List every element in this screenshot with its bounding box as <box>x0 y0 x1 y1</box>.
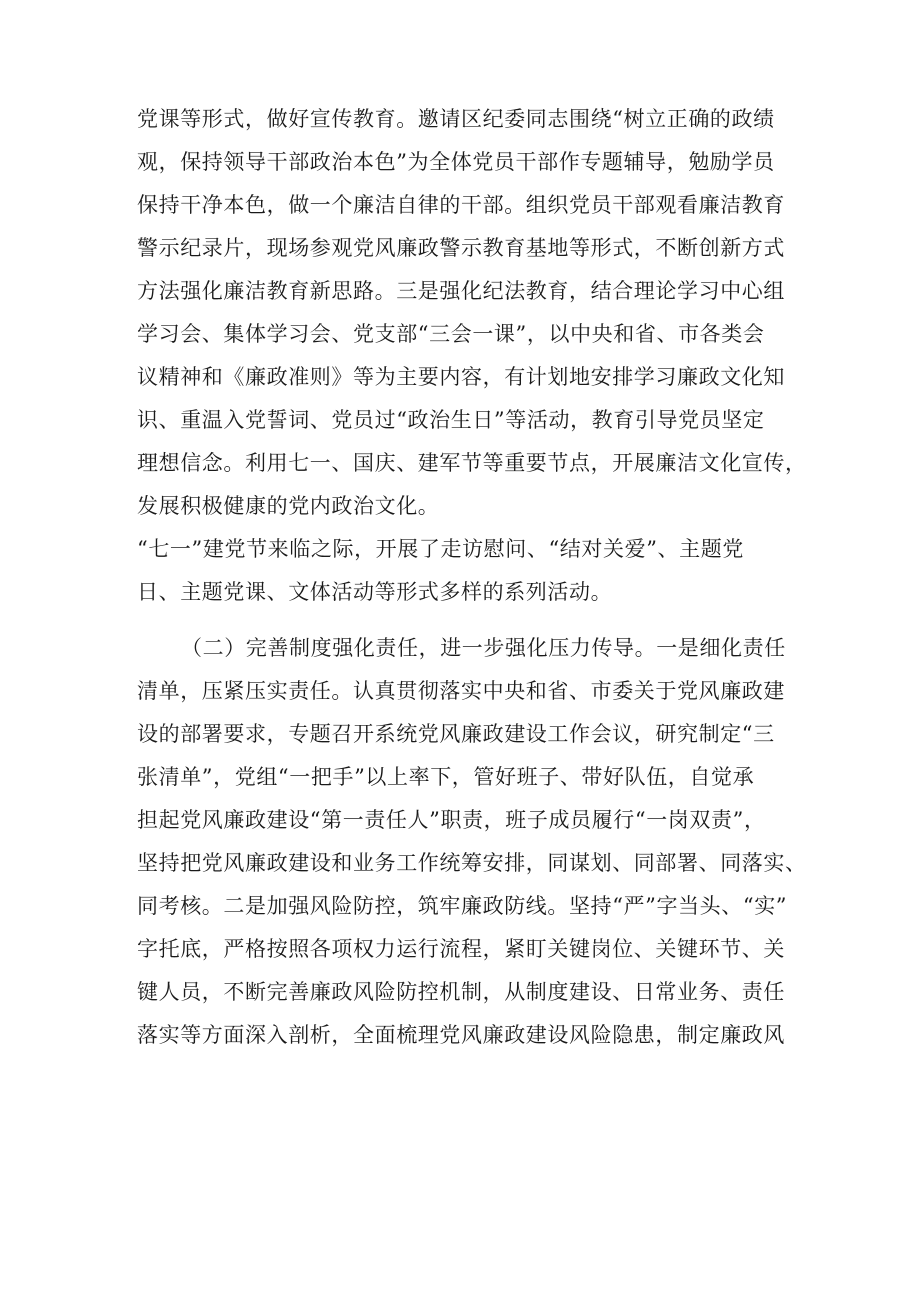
text-line: 落实等方面深入剖析，全面梳理党风廉政建设风险隐患，制定廉政风 <box>137 1023 785 1047</box>
text-line: （二）完善制度强化责任，进一步强化压力传导。一是细化责任 <box>181 636 786 660</box>
text-line: 识、重温入党誓词、党员过“政治生日”等活动，教育引导党员坚定 <box>137 408 765 432</box>
text-line: 字托底，严格按照各项权力运行流程，紧盯关键岗位、关键环节、关 <box>137 937 785 961</box>
text-line: 理想信念。利用七一、国庆、建军节等重要节点，开展廉洁文化宣传， <box>137 451 807 475</box>
text-line: 张清单”，党组“一把手”以上率下，管好班子、带好队伍，自觉承 <box>137 765 755 789</box>
text-line: 担起党风廉政建设“第一责任人”职责，班子成员履行“一岗双责”， <box>137 808 766 832</box>
text-line: 清单，压紧压实责任。认真贯彻落实中央和省、市委关于党风廉政建 <box>137 679 785 703</box>
text-line: “七一”建党节来临之际，开展了走访慰问、“结对关爱”、主题党 <box>137 537 744 561</box>
text-line: 学习会、集体学习会、党支部“三会一课”，以中央和省、市各类会 <box>137 322 765 346</box>
text-line: 党课等形式，做好宣传教育。邀请区纪委同志围绕“树立正确的政绩 <box>137 107 775 131</box>
text-line: 同考核。二是加强风险防控，筑牢廉政防线。坚持“严”字当头、“实” <box>137 894 788 918</box>
text-line: 发展积极健康的党内政治文化。 <box>137 494 440 518</box>
text-line: 议精神和《廉政准则》等为主要内容，有计划地安排学习廉政文化知 <box>137 365 785 389</box>
text-line: 保持干净本色，做一个廉洁自律的干部。组织党员干部观看廉洁教育 <box>137 193 785 217</box>
text-line: 键人员，不断完善廉政风险防控机制，从制度建设、日常业务、责任 <box>137 980 785 1004</box>
text-line: 日、主题党课、文体活动等形式多样的系列活动。 <box>137 580 613 604</box>
text-line: 观，保持领导干部政治本色”为全体党员干部作专题辅导，勉励学员 <box>137 150 775 174</box>
text-line: 坚持把党风廉政建设和业务工作统筹安排，同谋划、同部署、同落实、 <box>137 851 807 875</box>
text-line: 警示纪录片，现场参观党风廉政警示教育基地等形式，不断创新方式 <box>137 236 785 260</box>
text-line: 方法强化廉洁教育新思路。三是强化纪法教育，结合理论学习中心组 <box>137 279 785 303</box>
text-line: 设的部署要求，专题召开系统党风廉政建设工作会议，研究制定“三 <box>137 722 775 746</box>
